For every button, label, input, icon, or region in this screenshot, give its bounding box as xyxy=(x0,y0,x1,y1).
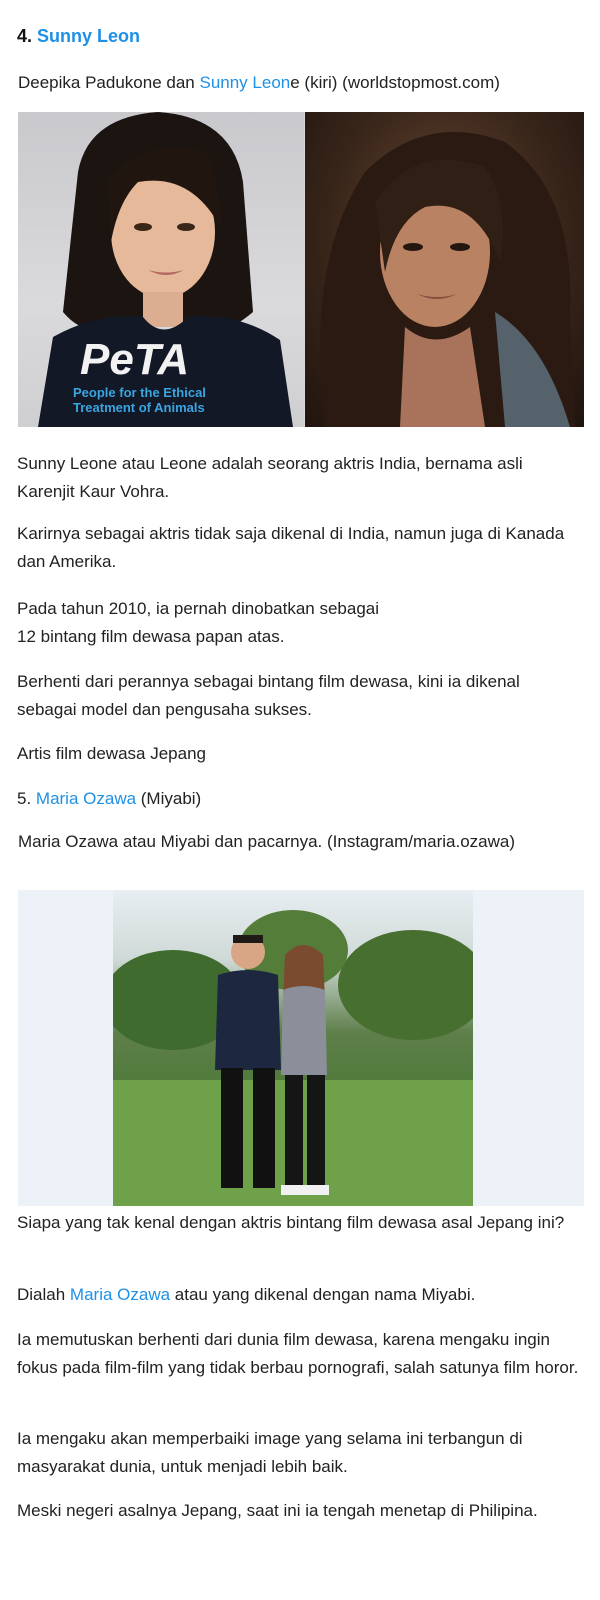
portrait-deepika-illustration xyxy=(305,112,584,427)
para-text: Dialah xyxy=(17,1285,70,1304)
photo-sunny-deepika xyxy=(18,112,584,427)
couple-illustration xyxy=(113,890,473,1206)
paragraph-maria-quit: Ia memutuskan berhenti dari dunia film dewasa, karena mengaku ingin fokus pada film-film yang tidak berbau pornografi, salah satunya film horor. xyxy=(17,1330,579,1377)
maria-ozawa-link[interactable]: Maria Ozawa xyxy=(35,789,137,808)
section-heading-5 xyxy=(17,785,583,813)
sunny-leon-link[interactable]: Sunny Leon xyxy=(37,26,141,46)
maria-ozawa-inline-link[interactable]: Maria Ozawa xyxy=(69,1285,171,1304)
portrait-sunny-illustration xyxy=(18,112,304,427)
heading-suffix: (Miyabi) xyxy=(136,789,202,808)
shirt-logo-text: PeTA xyxy=(80,335,190,384)
paragraph-sunny-2010-line2: 12 bintang film dewasa papan atas. xyxy=(17,627,285,646)
photo-maria-ozawa xyxy=(18,890,584,1206)
paragraph-subheading-japan: Artis film dewasa Jepang xyxy=(17,744,206,763)
paragraph-sunny-now: Berhenti dari perannya sebagai bintang film dewasa, kini ia dikenal sebagai model dan pengusaha sukses. xyxy=(17,672,520,719)
photo-left-portrait xyxy=(18,112,304,427)
para-text-after: atau yang dikenal dengan nama Miyabi. xyxy=(170,1285,476,1304)
paragraph-maria-intro: Siapa yang tak kenal dengan aktris bintang film dewasa asal Jepang ini? xyxy=(17,1213,565,1232)
heading-number-5: 5. xyxy=(17,789,36,808)
image-caption-1 xyxy=(18,71,500,95)
paragraph-sunny-intro: Sunny Leone atau Leone adalah seorang aktris India, bernama asli Karenjit Kaur Vohra. xyxy=(17,454,523,501)
paragraph-maria-image: Ia mengaku akan memperbaiki image yang selama ini terbangun di masyarakat dunia, untuk menjadi lebih baik. xyxy=(17,1429,523,1476)
section-heading-4 xyxy=(17,26,140,47)
shirt-text-1: People for the Ethical xyxy=(73,385,206,400)
caption-text-after: e (kiri) (worldstopmost.com) xyxy=(290,73,500,92)
shirt-text-2: Treatment of Animals xyxy=(73,400,205,415)
caption-sunny-leon-link[interactable]: Sunny Leon xyxy=(199,73,291,92)
paragraph-maria-name xyxy=(17,1281,583,1309)
paragraph-sunny-career: Karirnya sebagai aktris tidak saja dikenal di India, namun juga di Kanada dan Amerika. xyxy=(17,524,565,571)
heading-number: 4. xyxy=(17,26,33,46)
caption-text: Deepika Padukone dan xyxy=(18,73,200,92)
paragraph-sunny-2010-line1: Pada tahun 2010, ia pernah dinobatkan sebagai xyxy=(17,599,380,618)
photo-couple-garden xyxy=(113,890,473,1206)
paragraph-maria-philippines: Meski negeri asalnya Jepang, saat ini ia tengah menetap di Philipina. xyxy=(17,1501,538,1520)
image-caption-2: Maria Ozawa atau Miyabi dan pacarnya. (Instagram/maria.ozawa) xyxy=(18,832,515,851)
photo-right-portrait xyxy=(305,112,584,427)
